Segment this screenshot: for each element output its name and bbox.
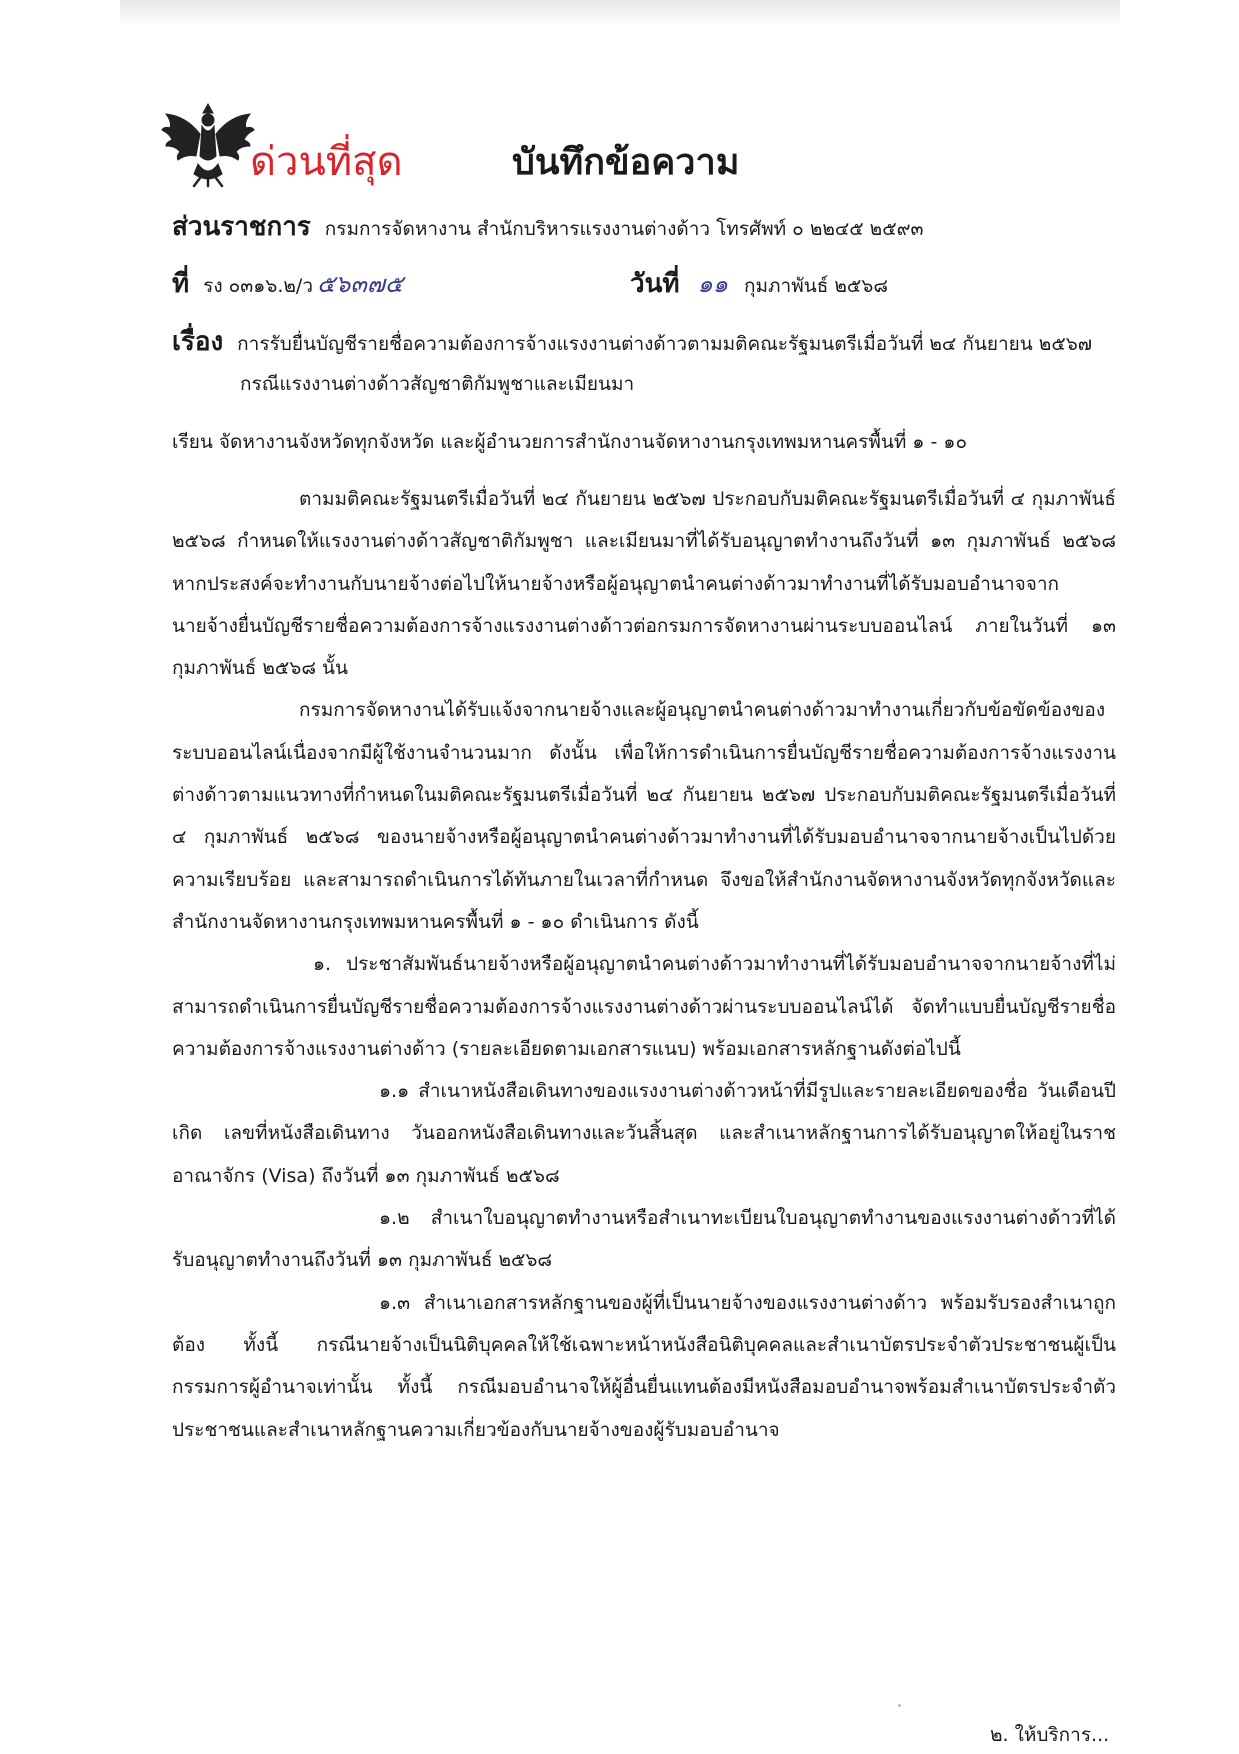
- date-month-year: กุมภาพันธ์ ๒๕๖๘: [743, 275, 888, 297]
- reference-prefix: รง ๐๓๑๖.๒/ว: [203, 275, 314, 297]
- subject-label: เรื่อง: [172, 327, 224, 357]
- continuation-note: ๒. ให้บริการ...: [990, 1724, 1110, 1746]
- date-line: [630, 271, 888, 299]
- garuda-emblem-icon: [160, 98, 256, 190]
- scan-artifact: [120, 0, 1120, 26]
- agency-label: ส่วนราชการ: [172, 212, 311, 242]
- body-paragraph-1: ตามมติคณะรัฐมนตรีเมื่อวันที่ ๒๔ กันยายน ๒๕๖๗ ประกอบกับมติคณะรัฐมนตรีเมื่อวันที่ ๔ กุมภาพันธ์ ๒๕๖๘ กำหนดให้แรงงานต่างด้าวสัญชาติกัมพูชา และเมียนมาที่ได้รับอนุญาตทำงานถึงวันที่ ๑๓ กุมภาพันธ์ ๒๕๖๘ หากประสงค์จะทำงานกับนายจ้างต่อไปให้นายจ้างหรือผู้อนุญาตนำคนต่างด้าวมาทำงานที่ได้รับมอบอำนาจจากนายจ้างยื่นบัญชีรายชื่อความต้องการจ้างแรงงานต่างด้าวต่อกรมการจัดหางานผ่านระบบออนไลน์ ภายในวันที่ ๑๓ กุมภาพันธ์ ๒๕๖๘ นั้น: [172, 488, 1116, 680]
- subject-line-2: กรณีแรงงานต่างด้าวสัญชาติกัมพูชาและเมียนมา: [240, 373, 635, 395]
- body-paragraph-2: กรมการจัดหางานได้รับแจ้งจากนายจ้างและผู้อนุญาตนำคนต่างด้าวมาทำงานเกี่ยวกับข้อขัดข้องของระบบออนไลน์เนื่องจากมีผู้ใช้งานจำนวนมาก ดังนั้น เพื่อให้การดำเนินการยื่นบัญชีรายชื่อความต้องการจ้างแรงงานต่างด้าวตามแนวทางที่กำหนดในมติคณะรัฐมนตรีเมื่อวันที่ ๒๔ กันยายน ๒๕๖๗ ประกอบกับมติคณะรัฐมนตรีเมื่อวันที่ ๔ กุมภาพันธ์ ๒๕๖๘ ของนายจ้างหรือผู้อนุญาตนำคนต่างด้าวมาทำงานที่ได้รับมอบอำนาจจากนายจ้างเป็นไปด้วยความเรียบร้อย และสามารถดำเนินการได้ทันภายในเวลาที่กำหนด จึงขอให้สำนักงานจัดหางานจังหวัดทุกจังหวัดและสำนักงานจัดหางานกรุงเทพมหานครพื้นที่ ๑ - ๑๐ ดำเนินการ ดังนี้: [172, 699, 1116, 933]
- addressee: เรียน จัดหางานจังหวัดทุกจังหวัด และผู้อำนวยการสำนักงานจัดหางานกรุงเทพมหานครพื้นที่ ๑ - ๑๐: [172, 431, 968, 453]
- memo-body: [172, 478, 1116, 1451]
- date-day-handwritten: ๑๑: [697, 270, 728, 298]
- urgency-stamp: ด่วนที่สุด: [250, 139, 403, 185]
- subject-line: [172, 329, 1092, 357]
- body-item-1-2: ๑.๒ สำเนาใบอนุญาตทำงานหรือสำเนาทะเบียนใบอนุญาตทำงานของแรงงานต่างด้าวที่ได้รับอนุญาตทำงานถึงวันที่ ๑๓ กุมภาพันธ์ ๒๕๖๘: [172, 1207, 1116, 1272]
- body-item-1-1: ๑.๑ สำเนาหนังสือเดินทางของแรงงานต่างด้าวหน้าที่มีรูปและรายละเอียดของชื่อ วันเดือนปีเกิด เลขที่หนังสือเดินทาง วันออกหนังสือเดินทางและวันสิ้นสุด และสำเนาหลักฐานการได้รับอนุญาตให้อยู่ในราชอาณาจักร (Visa) ถึงวันที่ ๑๓ กุมภาพันธ์ ๒๕๖๘: [172, 1080, 1116, 1187]
- agency-line: [172, 214, 923, 242]
- reference-number-handwritten: ๕๖๓๗๕: [317, 270, 404, 298]
- document-title: บันทึกข้อความ: [512, 142, 740, 183]
- agency-value: กรมการจัดหางาน สำนักบริหารแรงงานต่างด้าว โทรศัพท์ ๐ ๒๒๔๕ ๒๕๙๓: [324, 218, 924, 240]
- body-item-1: ๑. ประชาสัมพันธ์นายจ้างหรือผู้อนุญาตนำคนต่างด้าวมาทำงานที่ได้รับมอบอำนาจจากนายจ้างที่ไม่สามารถดำเนินการยื่นบัญชีรายชื่อความต้องการจ้างแรงงานต่างด้าวผ่านระบบออนไลน์ได้ จัดทำแบบยื่นบัญชีรายชื่อความต้องการจ้างแรงงานต่างด้าว (รายละเอียดตามเอกสารแนบ) พร้อมเอกสารหลักฐานดังต่อไปนี้: [172, 953, 1116, 1060]
- reference-label: ที่: [172, 269, 190, 299]
- subject-line-1: การรับยื่นบัญชีรายชื่อความต้องการจ้างแรงงานต่างด้าวตามมติคณะรัฐมนตรีเมื่อวันที่ ๒๔ กันยายน ๒๕๖๗: [237, 333, 1093, 355]
- date-label: วันที่: [630, 269, 680, 299]
- scan-speck: [898, 1704, 901, 1707]
- body-item-1-3: ๑.๓ สำเนาเอกสารหลักฐานของผู้ที่เป็นนายจ้างของแรงงานต่างด้าว พร้อมรับรองสำเนาถูกต้อง ทั้งนี้ กรณีนายจ้างเป็นนิติบุคคลให้ใช้เฉพาะหน้าหนังสือนิติบุคคลและสำเนาบัตรประจำตัวประชาชนผู้เป็นกรรมการผู้อำนาจเท่านั้น ทั้งนี้ กรณีมอบอำนาจให้ผู้อื่นยื่นแทนต้องมีหนังสือมอบอำนาจพร้อมสำเนาบัตรประจำตัวประชาชนและสำเนาหลักฐานความเกี่ยวข้องกับนายจ้างของผู้รับมอบอำนาจ: [172, 1291, 1116, 1441]
- reference-line: [172, 271, 403, 299]
